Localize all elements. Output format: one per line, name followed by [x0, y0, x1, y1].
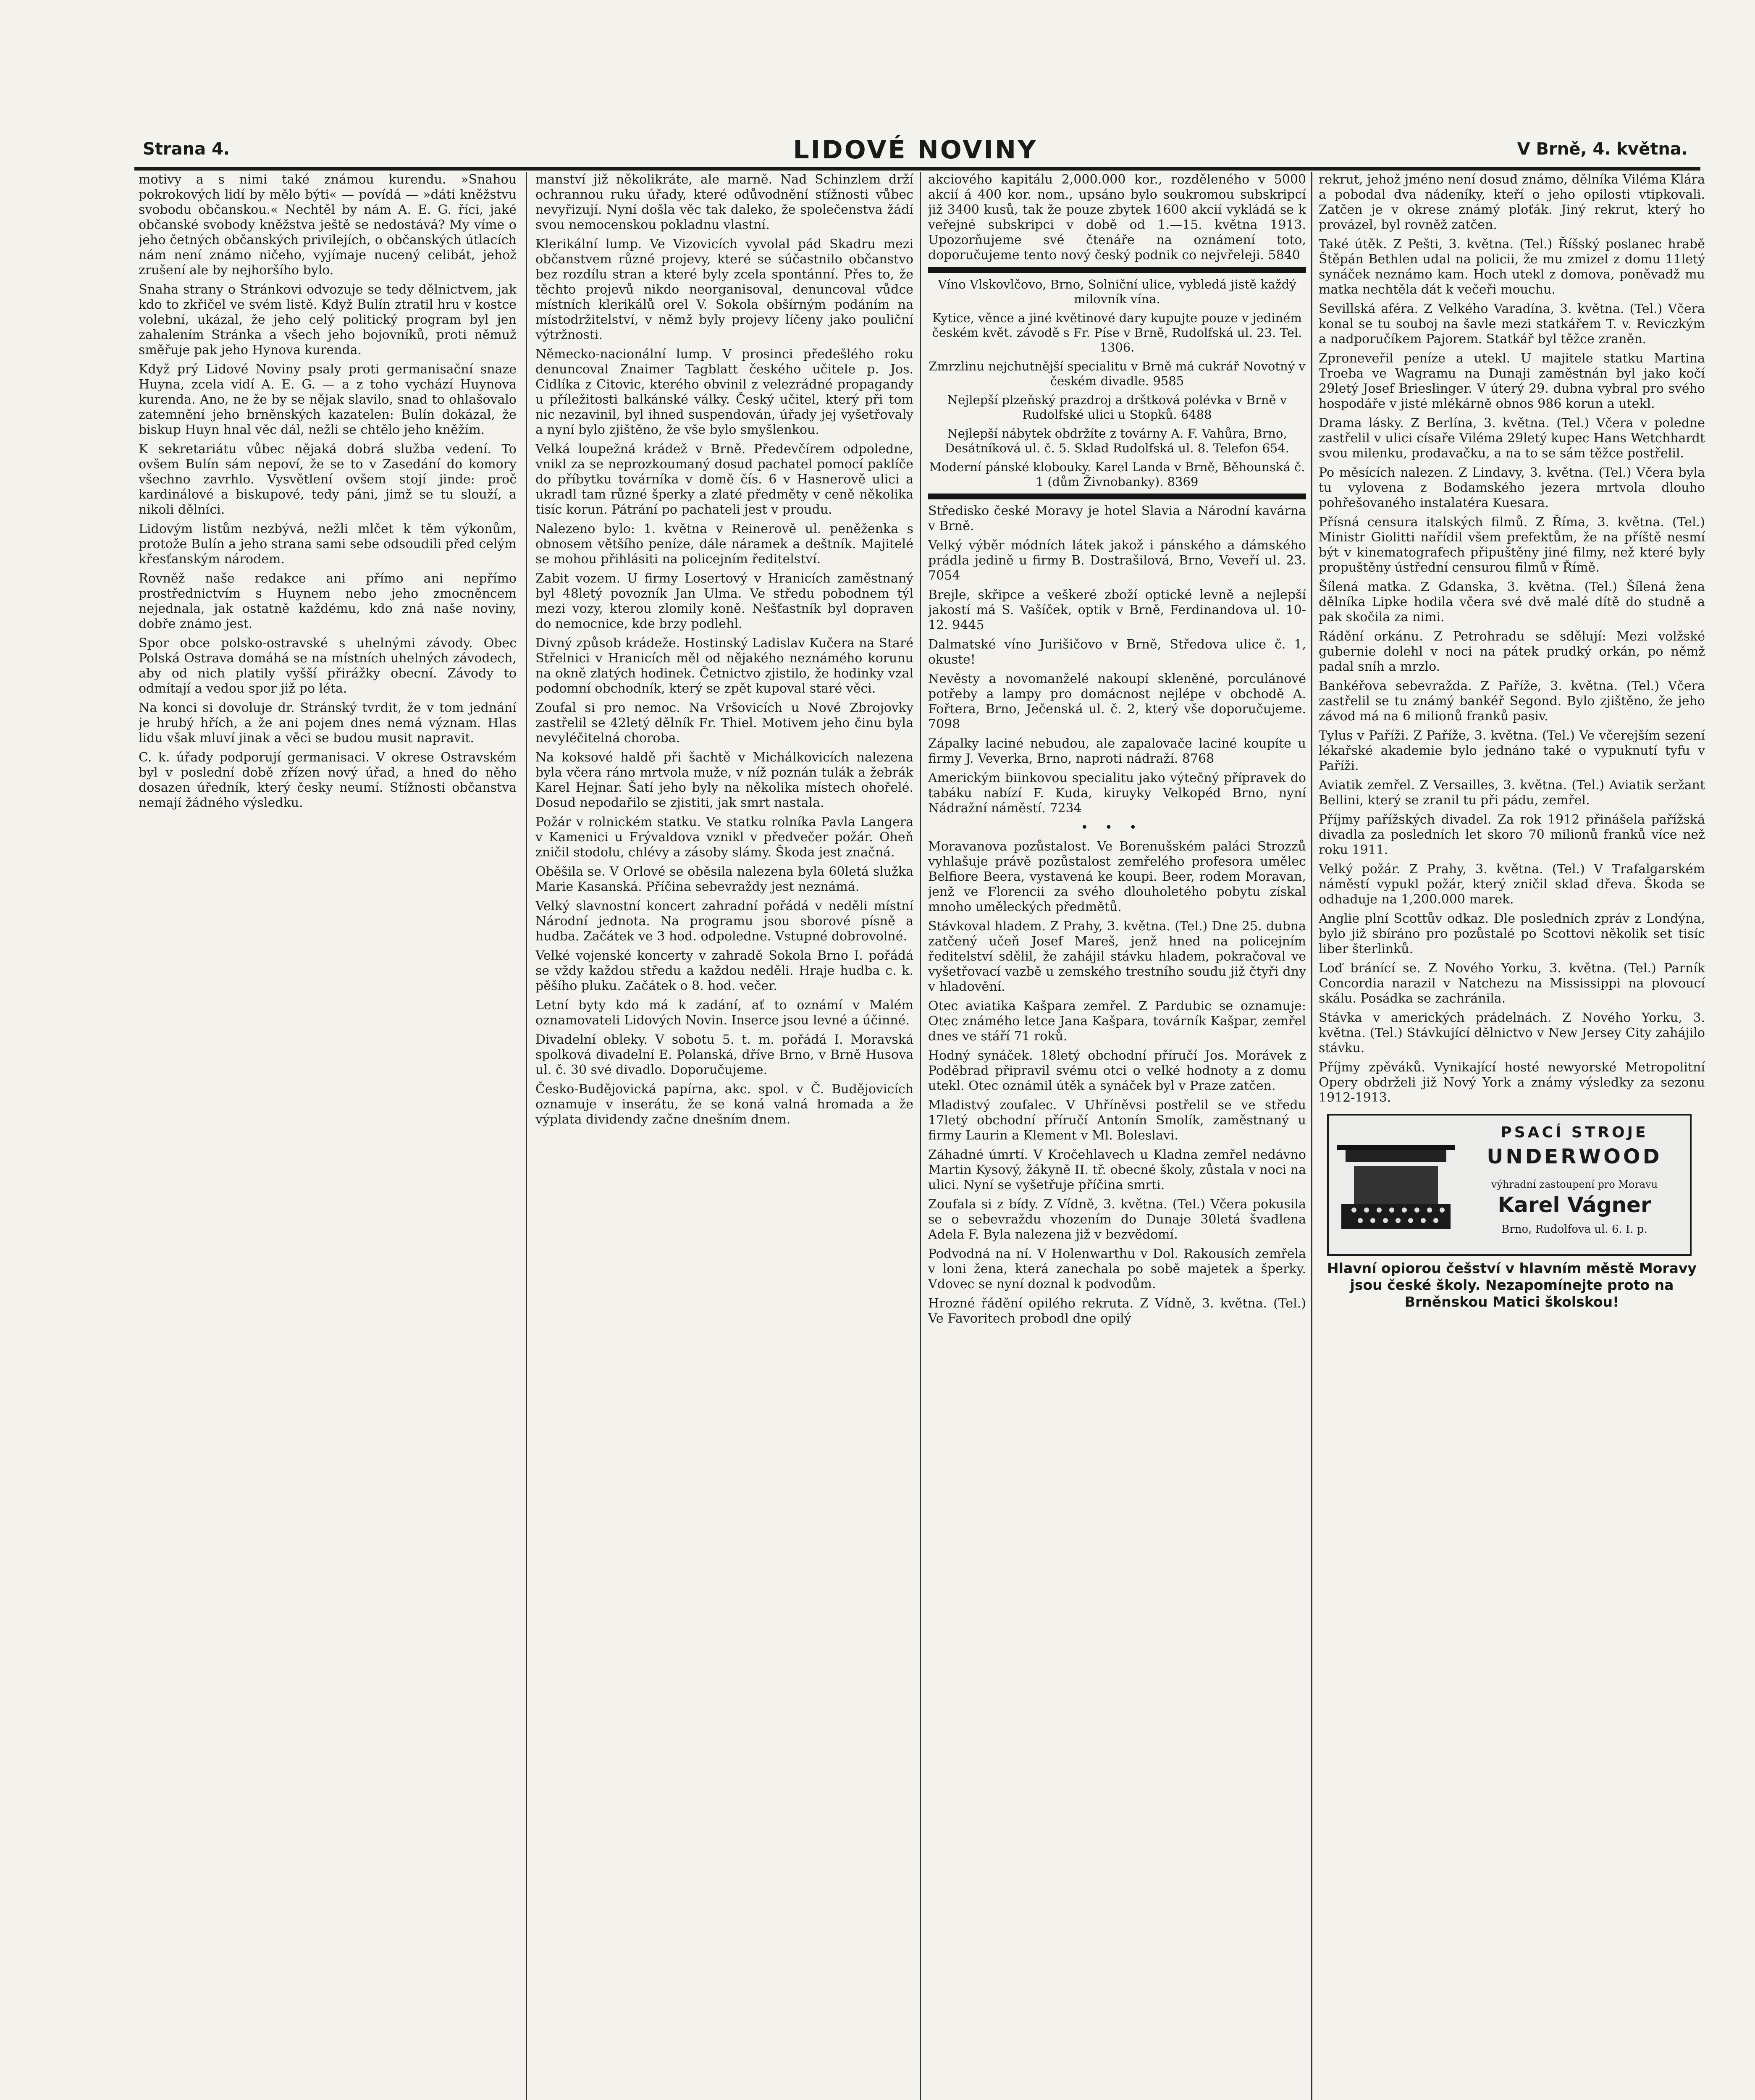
- classified-ad: Nejlepší plzeňský prazdroj a drštková polévka v Brně v Rudolfské ulici u Stopků. 6488: [947, 393, 1287, 422]
- article-paragraph: Otec aviatika Kašpara zemřel. Z Pardubic se oznamuje: Otec známého letce Jana Kašpara, továrník Kašpar, zemřel dnes ve stáří 71 roků.: [928, 999, 1306, 1044]
- ad-brand: UNDERWOOD: [1487, 1145, 1662, 1168]
- header-rule: [134, 167, 1700, 171]
- article-paragraph: Příjmy zpěváků. Vynikající hosté newyorské Metropolitní Opery obdrželi již Nový York a známy výsledky za sezonu 1912-1913.: [1319, 1060, 1705, 1105]
- article-paragraph: Mladistvý zoufalec. V Uhříněvsi postřelil se ve středu 17letý obchodní příručí Antonín Smolík, zaměstnaný u firmy Laurin a Klement v Ml. Boleslavi.: [928, 1098, 1306, 1143]
- article-paragraph: Záhadné úmrtí. V Kročehlavech u Kladna zemřel nedávno Martin Kysový, žákyně II. tř. obecné školy, zůstala v noci na ulici. Nyní se vyšetřuje příčina smrti.: [928, 1147, 1306, 1192]
- typewriter-icon: [1337, 1132, 1455, 1237]
- article-paragraph: Zoufala si z bídy. Z Vídně, 3. května. (Tel.) Včera pokusila se o sebevraždu vhozením do Dunaje 30letá švadlena Adela F. Byla nalezena již v bezvědomí.: [928, 1197, 1306, 1242]
- article-paragraph: rekrut, jehož jméno není dosud známo, dělníka Viléma Klára a pobodal dva nádeníky, kteří o jeho opilosti vtipkovali. Zatčen je v okrese známý ploťák. Jiný rekrut, který ho provázel, byl rovněž zatčen.: [1319, 172, 1705, 232]
- article-paragraph: motivy a s nimi také známou kurendu. »Snahou pokrokových lidí by mělo býti« — povídá — »dáti kněžstvu svobodu občanskou.« Nechtěl by nám A. E. G. říci, jaké občanské svobody kněžstva ještě se nedostává? My víme o jeho četných občanských privilejích, o občanských útlacích nám není známo ničeho, vyjímaje nucený celibát, jehož zrušení ale by nejhoršího bylo.: [139, 172, 517, 278]
- article-paragraph: Šílená matka. Z Gdanska, 3. května. (Tel.) Šílená žena dělníka Lipke hodila včera své dvě malé dítě do studně a pak skočila za nimi.: [1319, 580, 1705, 625]
- article-paragraph: Nalezeno bylo: 1. května v Reinerově ul. peněženka s obnosem většího peníze, dále náramek a deštník. Majitelé se mohou přihlásiti na policejním ředitelství.: [535, 522, 913, 567]
- classified-ad: Moderní pánské klobouky. Karel Landa v Brně, Běhounská č. 1 (dům Živnobanky). 8369: [929, 460, 1305, 489]
- article-paragraph: Když prý Lidové Noviny psaly proti germanisační snaze Huyna, zcela vidí A. E. G. — a z toho vychází Huynova kurenda. Ano, ne že by se nějak slavilo, snad to ohlašovalo zatemnění jeho brněnských kazatelen: Bulín dokázal, že biskup Huyn hnal věc dál, nežli se chtělo jeho kněžím.: [139, 362, 517, 437]
- article-paragraph: Příjmy pařížských divadel. Za rok 1912 přinášela pařížská divadla za posledních let skoro 70 milionů franků více než roku 1911.: [1319, 812, 1705, 857]
- newspaper-title: LIDOVÉ NOVINY: [793, 135, 1038, 165]
- article-paragraph: Rovněž naše redakce ani přímo ani nepřímo prostřednictvím s Huynem nebo jeho zmocněncem nejednala, jak ostatně každému, kdo zná naše noviny, dobře známo jest.: [139, 571, 517, 631]
- article-paragraph: Divadelní obleky. V sobotu 5. t. m. pořádá I. Moravská spolková divadelní E. Polanská, dříve Brno, v Brně Husova ul. č. 30 své divadlo. Doporučujeme.: [535, 1032, 913, 1077]
- article-paragraph: Stávka v amerických prádelnách. Z Nového Yorku, 3. května. (Tel.) Stávkující dělnictvo v New Jersey City zahájilo stávku.: [1319, 1011, 1705, 1055]
- article-paragraph: Bankéřova sebevražda. Z Paříže, 3. května. (Tel.) Včera zastřelil se tu známý bankéř Segond. Bylo zjištěno, že jeho závod má na 6 milionů franků pasiv.: [1319, 679, 1705, 724]
- classified-ad: Víno Vlskovlčovo, Brno, Solniční ulice, vybledá jistě každý milovník vína.: [938, 277, 1296, 306]
- article-paragraph: Oběšila se. V Orlové se oběsila nalezena byla 60letá služka Marie Kasanská. Příčina sebevraždy jest neznámá.: [535, 864, 913, 894]
- column-divider: [1311, 172, 1312, 2100]
- article-paragraph: Anglie plní Scottův odkaz. Dle posledních zpráv z Londýna, bylo již sbíráno pro pozůstalé po Scottovi několik set tisíc liber šterlinků.: [1319, 911, 1705, 956]
- closing-appeal: Hlavní opiorou češství v hlavním městě Moravy jsou české školy. Nezapomínejte proto na Brněnskou Matici školskou!: [1327, 1260, 1697, 1310]
- article-paragraph: Americkým biinkovou specialitu jako výtečný přípravek do tabáku nabízí F. Kuda, kiruyky Velkopéd Brno, nyní Nádražní náměstí. 7234: [928, 771, 1306, 816]
- article-paragraph: Podvodná na ní. V Holenwarthu v Dol. Rakousích zemřela v loni žena, která zanechala po sobě majetek a šperky. Vdovec se nyní doznal k podvodům.: [928, 1247, 1306, 1292]
- article-paragraph: Letní byty kdo má k zadání, ať to oznámí v Malém oznamovateli Lidových Novin. Inserce jsou levné a účinné.: [535, 998, 913, 1028]
- article-paragraph: Tylus v Paříži. Z Paříže, 3. května. (Tel.) Ve včerejším sezení lékařské akademie bylo jednáno také o vypuknutí tyfu v Paříži.: [1319, 728, 1705, 773]
- article-paragraph: Hodný synáček. 18letý obchodní příručí Jos. Morávek z Poděbrad připravil svému otci o velké hodnoty a z domu utekl. Otec oznámil útěk a synáček byl v Praze zatčen.: [928, 1048, 1306, 1093]
- column-1: [139, 172, 517, 2100]
- article-paragraph: Klerikální lump. Ve Vizovicích vyvolal pád Skadru mezi občanstvem různé projevy, které se súčastnilo občanstvo bez rozdílu stran a které byly zcela spontánní. Přes to, že těchto projevů nikdo neorganisoval, denuncoval vůdce místních klerikálů orel V. Sokola obšírným podáním na místodržitelství, v němž byly projevy líčeny jako pouliční výtržnosti.: [535, 237, 913, 342]
- article-paragraph: Také útěk. Z Pešti, 3. května. (Tel.) Říšský poslanec hrabě Štěpán Bethlen udal na policii, že mu zmizel z domu 11letý synáček neznámo kam. Hoch utekl z domova, poněvadž mu matka nechtěla dát k večeři mouchu.: [1319, 237, 1705, 297]
- article-paragraph: K sekretariátu vůbec nějaká dobrá služba vedení. To ovšem Bulín sám nepoví, že se to v Zasedání do komory všechno zavrhlo. Vysvětlení ovšem stojí jinde: proč kardinálové a biskupové, tedy páni, jimž se tu slouží, a nikoli dělníci.: [139, 442, 517, 517]
- column-3: [928, 172, 1306, 2100]
- classified-ad: Nejlepší nábytek obdržíte z továrny A. F. Vahůra, Brno, Desátníková ul. č. 5. Sklad Rudolfská ul. 8. Telefon 654.: [945, 426, 1289, 455]
- article-paragraph: Zproneveřil peníze a utekl. U majitele statku Martina Troeba ve Wagramu na Dunaji zaměstnán byl jako kočí 29letý Josef Brieslinger. V úterý 29. dubna vybral pro svého hospodáře v jisté mlékárně obnos 986 korun a utekl.: [1319, 351, 1705, 411]
- article-paragraph: Velké vojenské koncerty v zahradě Sokola Brno I. pořádá se vždy každou středu a každou neděli. Hraje hudba c. k. pěšího pluku. Začátek o 8. hod. večer.: [535, 948, 913, 993]
- article-paragraph: Velká loupežná krádež v Brně. Předevčírem odpoledne, vnikl za se neprozkoumaný dosud pachatel pomocí paklíče do příbytku továrníka v domě čís. 6 v Hasnerově ulici a ukradl tam různé šperky a zlaté předměty v ceně několika tisíc korun. Pátrání po pachateli jest v proudu.: [535, 442, 913, 517]
- article-paragraph: Po měsících nalezen. Z Lindavy, 3. května. (Tel.) Včera byla tu vylovena z Bodamského jezera mrtvola dlouho pohřešovaného instalatéra Kuesara.: [1319, 465, 1705, 510]
- article-paragraph: Česko-Budějovická papírna, akc. spol. v Č. Budějovicích oznamuje v inserátu, že se koná valná hromada a že výplata dividendy začne dnešním dnem.: [535, 1082, 913, 1127]
- ad-agent-name: Karel Vágner: [1498, 1193, 1651, 1217]
- page-number: Strana 4.: [143, 139, 230, 159]
- column-4: [1319, 172, 1705, 2100]
- article-paragraph: Hrozné řádění opilého rekruta. Z Vídně, 3. května. (Tel.) Ve Favoritech probodl dne opilý: [928, 1296, 1306, 1326]
- section-separator: [928, 267, 1306, 273]
- article-paragraph: Středisko české Moravy je hotel Slavia a Národní kavárna v Brně.: [928, 504, 1306, 533]
- article-paragraph: Loď bránící se. Z Nového Yorku, 3. května. (Tel.) Parník Concordia narazil v Natchezu na Mississippi na plovoucí skálu. Posádka se zachránila.: [1319, 961, 1705, 1006]
- article-paragraph: Velký slavnostní koncert zahradní pořádá v neděli místní Národní jednota. Na programu jsou sborové písně a hudba. Začátek ve 3 hod. odpoledne. Vstupné dobrovolné.: [535, 899, 913, 944]
- ad-subline: výhradní zastoupení pro Moravu: [1491, 1179, 1658, 1190]
- classified-ad: Zmrzlinu nejchutnější specialitu v Brně má cukrář Novotný v českém divadle. 9585: [929, 359, 1306, 388]
- article-paragraph: Stávkoval hladem. Z Prahy, 3. května. (Tel.) Dne 25. dubna zatčený učeň Josef Mareš, jenž hned na policejním ředitelství sdělil, že zahájil stávku hladem, pokračoval ve vyšetřovací vazbě u zemského trestního soudu již čtyři dny v hladovění.: [928, 919, 1306, 994]
- article-paragraph: Sevillská aféra. Z Velkého Varadína, 3. května. (Tel.) Včera konal se tu souboj na šavle mezi statkářem T. v. Reviczkým a nadporučíkem Pajorem. Statkář byl těžce zraněn.: [1319, 302, 1705, 346]
- article-paragraph: Požár v rolnickém statku. Ve statku rolníka Pavla Langera v Kamenici u Frývaldova vznikl v předvečer požár. Oheň zničil stodolu, chlévy a zásoby slámy. Škoda jest značná.: [535, 815, 913, 860]
- article-paragraph: Německo-nacionální lump. V prosinci předešlého roku denuncoval Znaimer Tagblatt českého učitele p. Jos. Cidlíka z Citovic, kterého obvinil z velezrádné propagandy u příležitosti balkánské války. Český učitel, který při tom nic nezavinil, byl ihned suspendován, úřady jej vyšetřovaly a nyní bylo zjištěno, že vše bylo smyšlenkou.: [535, 347, 913, 437]
- ad-headline: PSACÍ STROJE: [1501, 1124, 1648, 1141]
- article-paragraph: Nevěsty a novomanželé nakoupí skleněné, porculánové potřeby a lampy pro domácnost nejlépe v obchodě A. Fořtera, Brno, Ječenská ul. č. 2, který vše doporučujeme. 7098: [928, 672, 1306, 732]
- article-paragraph: Moravanova pozůstalost. Ve Borenušském paláci Strozzů vyhlašuje právě pozůstalost zemřelého profesora umělec Belfiore Beera, vystavená ke koupi. Beer, rodem Moravan, jenž ve Florencii za svého dlouholetého pobytu získal mnoho uměleckých předmětů.: [928, 839, 1306, 914]
- article-paragraph: Snaha strany o Stránkovi odvozuje se tedy dělnictvem, jak kdo to zkřičel ve svém listě. Když Bulín ztratil hru v kostce volební, ukázal, že jeho celý politický program byl jen zahalením Stránka a všech jeho bojovníků, proti němuž směřuje pak jeho Hynova kurenda.: [139, 282, 517, 357]
- article-paragraph: Na koksové haldě při šachtě v Michálkovicích nalezena byla včera ráno mrtvola muže, v níž poznán tulák a žebrák Karel Hejnar. Šatí jeho byly na několika místech ohořelé. Dosud nepodařilo se zjistiti, jak smrt nastala.: [535, 750, 913, 810]
- article-paragraph: Divný způsob krádeže. Hostinský Ladislav Kučera na Staré Střelnici v Hranicích měl od nějakého neznámého korunu na okně zlatých hodinek. Četnictvo zjistilo, že hodinky vzal podomní obchodník, který se zpět kupoval staré věci.: [535, 636, 913, 696]
- article-paragraph: Spor obce polsko-ostravské s uhelnými závody. Obec Polská Ostrava domáhá se na místních uhelných závodech, aby od nich platily vyšší přirážky obecní. Závody to odmítají a vedou spor již po léta.: [139, 636, 517, 696]
- article-paragraph: Drama lásky. Z Berlína, 3. května. (Tel.) Včera v poledne zastřelil v ulici císaře Viléma 29letý kupec Hans Wetchhardt svou milenku, prodavačku, a na to se sám těžce postřelil.: [1319, 416, 1705, 461]
- article-paragraph: Brejle, skřipce a veškeré zboží optické levně a nejlepší jakostí má S. Vašíček, optik v Brně, Ferdinandova ul. 10-12. 9445: [928, 588, 1306, 633]
- ad-address: Brno, Rudolfova ul. 6. I. p.: [1501, 1223, 1647, 1236]
- article-paragraph: Velký výběr módních látek jakož i pánského a dámského prádla jedině u firmy B. Dostrašilová, Brno, Veveří ul. 23. 7054: [928, 538, 1306, 583]
- place-date: V Brně, 4. května.: [1517, 139, 1688, 159]
- article-paragraph: C. k. úřady podporují germanisaci. V okrese Ostravském byl v poslední době zřízen nový úřad, a hned do něho dosazen úředník, který česky neumí. Stížnosti občanstva nemají žádného výsledku.: [139, 750, 517, 810]
- article-paragraph: Dalmatské víno Jurišičovo v Brně, Středova ulice č. 1, okuste!: [928, 637, 1306, 667]
- article-paragraph: manství již několikráte, ale marně. Nad Schinzlem drží ochrannou ruku úřady, které odůvodnění stížnosti vůbec nevyřizují. Nyní došla věc tak daleko, že společenstva žádí svou nemocenskou pokladnu vlastní.: [535, 172, 913, 232]
- section-stars-divider: •••: [1081, 820, 1154, 835]
- article-paragraph: Zabit vozem. U firmy Losertový v Hranicích zaměstnaný byl 48letý povozník Jan Ulma. Ve středu pobodnem týl mezi vozy, kterou zlomily koně. Nešťastník byl dopraven do nemocnice, kde brzy podlehl.: [535, 571, 913, 631]
- column-2: [535, 172, 913, 2100]
- article-paragraph: Zápalky laciné nebudou, ale zapalovače laciné koupíte u firmy J. Veverka, Brno, naproti nádraží. 8768: [928, 736, 1306, 766]
- underwood-advertisement: [1327, 1114, 1692, 1256]
- classified-ad: Kytice, věnce a jiné květinové dary kupujte pouze v jediném českém květ. závodě s Fr. Píse v Brně, Rudolfská ul. 23. Tel. 1306.: [932, 311, 1302, 354]
- article-paragraph: Zoufal si pro nemoc. Na Vršovicích u Nové Zbrojovky zastřelil se 42letý dělník Fr. Thiel. Motivem jeho činu byla nevyléčitelná choroba.: [535, 701, 913, 746]
- column-divider: [526, 172, 527, 2100]
- column-divider: [920, 172, 921, 2100]
- masthead: [134, 135, 1696, 165]
- section-separator: [928, 494, 1306, 499]
- article-paragraph: Lidovým listům nezbývá, nežli mlčet k těm výkonům, protože Bulín a jeho strana sami sebe odsoudili před celým křesťanským národem.: [139, 522, 517, 567]
- article-paragraph: Aviatik zemřel. Z Versailles, 3. května. (Tel.) Aviatik seržant Bellini, který se zranil tu při pádu, zemřel.: [1319, 778, 1705, 808]
- article-paragraph: Přísná censura italských filmů. Z Říma, 3. května. (Tel.) Ministr Giolitti nařídil všem prefektům, že na příště nesmí být v kinematografech připuštěny jiné filmy, než které byly propuštěny ústřední censurou filmů v Římě.: [1319, 515, 1705, 575]
- article-paragraph: Rádění orkánu. Z Petrohradu se sdělují: Mezi volžské gubernie dolehl v noci na pátek prudký orkán, po němž padal sníh a mrzlo.: [1319, 629, 1705, 674]
- article-paragraph: Na konci si dovoluje dr. Stránský tvrdit, že v tom jednání je hrubý hřích, a že ani pojem dnes nemá význam. Hlas lidu však mluví jinak a věci se budou musit napravit.: [139, 701, 517, 746]
- article-paragraph: akciového kapitálu 2,000.000 kor., rozděleného v 5000 akcií á 400 kor. nom., upsáno bylo soukromou subskripcí již 3400 kusů, tak že pouze zbytek 1600 akcií vykládá se k veřejné subskripci v době od 1.—15. května 1913. Upozorňujeme své čtenáře na oznámení toto, doporučujeme tento nový český podnik co nejvřeleji. 5840: [928, 172, 1306, 262]
- article-paragraph: Velký požár. Z Prahy, 3. května. (Tel.) V Trafalgarském náměstí vypukl požár, který zničil sklad dřeva. Škoda se odhaduje na 1,200.000 marek.: [1319, 862, 1705, 907]
